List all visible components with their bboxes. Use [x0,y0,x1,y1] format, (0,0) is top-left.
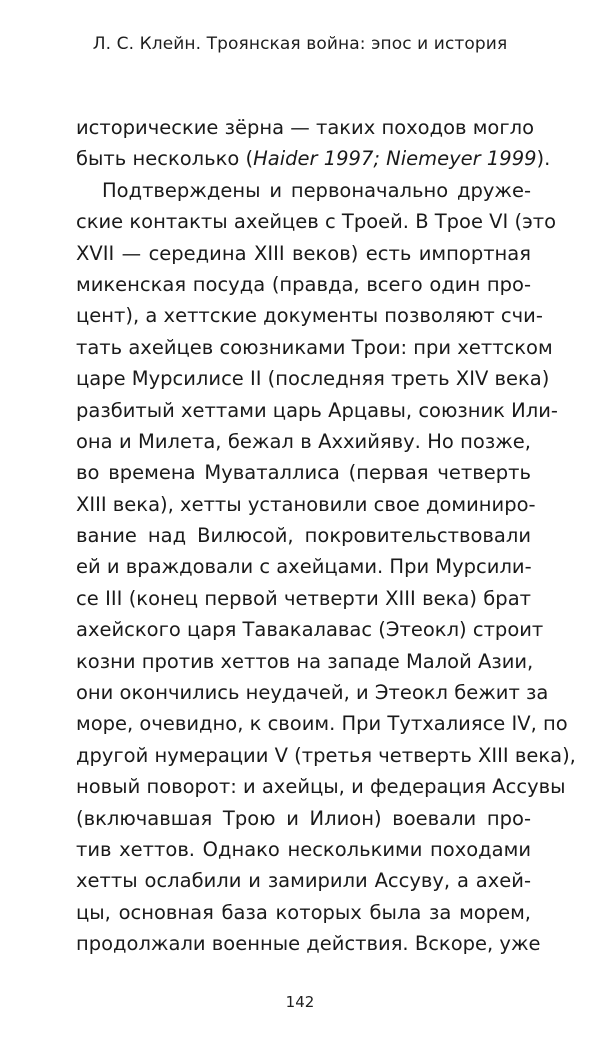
text-line: микенская посуда (правда, всего один про- [76,272,531,296]
text-line-citation [76,143,551,174]
text-line: XIII века), хетты установили свое доминиро- [76,492,536,516]
text-line: хетты ослабили и замирили Ассуву, а ахей- [76,869,531,893]
text-line: другой нумерации V (третья четверть XIII века), [76,743,576,767]
text-line: вание над Вилюсой, покровительствовали [76,524,531,548]
page-number: 142 [285,993,315,1011]
text-line: море, очевидно, к своим. При Тутхалиясе IV, по [76,712,568,736]
text-line: они окончились неудачей, и Этеокл бежит за [76,681,549,705]
text-line: царе Мурсилисе II (последняя треть XIV века) [76,367,550,391]
citation-references: Haider 1997; Niemeyer 1999 [253,147,537,171]
text-line-paragraph-start: Подтверждены и первоначально друже- [102,178,531,202]
text-line: тать ахейцев союзниками Трои: при хеттском [76,335,553,359]
citation-suffix: ). [536,147,551,171]
text-line: козни против хеттов на западе Малой Азии, [76,649,534,673]
text-line: XVII — середина XIII веков) есть импортная [76,241,531,265]
text-line: ахейского царя Тавакалавас (Этеокл) строит [76,618,544,642]
text-line: тив хеттов. Однако несколькими походами [76,837,531,861]
running-head-title: Л. С. Клейн. Троянская война: эпос и история [92,34,508,54]
text-line: новый поворот: и ахейцы, и федерация Ассувы [76,775,566,799]
body-text [76,112,576,960]
text-line: се III (конец первой четверти XIII века) брат [76,586,531,610]
text-line: (включавшая Трою и Илион) воевали про- [76,806,531,830]
text-line: цы, основная база которых была за морем, [76,900,531,924]
text-line: во времена Муваталлиса (первая четверть [76,461,531,485]
text-line: она и Милета, бежал в Аххийяву. Но позже, [76,429,531,453]
text-line: разбитый хеттами царь Арцавы, союзник Или- [76,398,558,422]
text-line: ей и враждовали с ахейцами. При Мурсили- [76,555,532,579]
text-line: ские контакты ахейцев с Троей. В Трое VI (это [76,210,557,234]
text-line: цент), а хеттские документы позволяют счи- [76,304,543,328]
text-line-last: продолжали военные действия. Вскоре, уже [76,932,541,956]
text-line: исторические зёрна — таких походов могло [76,116,534,139]
citation-prefix: быть несколько ( [76,147,254,171]
